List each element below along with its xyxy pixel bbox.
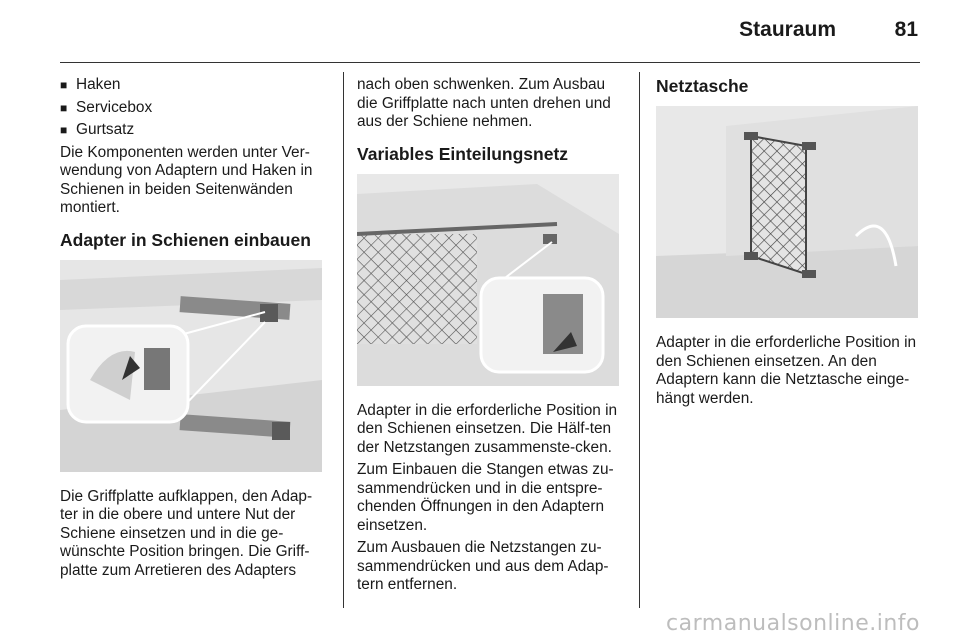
column-2 [357, 76, 625, 599]
column-1 [60, 76, 328, 584]
bullet-icon: ■ [60, 123, 68, 137]
section-heading: Variables Einteilungsnetz [357, 143, 569, 164]
paragraph: Adapter in die erforderliche Position in den Schienen einsetzen. Die Hälf-ten der Netzstangen zusammenste-cken. [357, 401, 618, 456]
column-divider [639, 72, 640, 608]
bullet-icon: ■ [60, 100, 68, 115]
watermark: carmanualsonline.info [666, 611, 920, 636]
bullet-icon: ■ [60, 78, 68, 92]
column-3 [656, 76, 924, 412]
net-pocket-illustration [656, 106, 918, 318]
paragraph: Adapter in die erforderliche Position in den Schienen einsetzen. An den Adaptern kann die Netztasche einge-hängt werden. [656, 334, 917, 407]
adapter-rail-illustration [60, 260, 322, 472]
column-divider [343, 72, 344, 608]
figure-caption: Die Griffplatte aufklappen, den Adap-ter in die obere und untere Nut der Schiene einsetzen und in die ge-wünschte Position bringen. Die Griff-platte zum Arretieren des Adapters [60, 487, 313, 579]
component-list [60, 76, 328, 140]
list-item: ■ Haken [60, 76, 121, 93]
intro-paragraph: Die Komponenten werden unter Ver-wendung von Adaptern und Haken in Schienen in beiden Seitenwänden montiert. [60, 143, 313, 216]
section-title: Stauraum [739, 18, 836, 41]
page-number: 81 [894, 18, 918, 41]
section-heading: Adapter in Schienen einbauen [60, 229, 311, 250]
list-item: ■ Gurtsatz [60, 121, 135, 138]
section-heading: Netztasche [656, 76, 749, 96]
divider-net-illustration [357, 174, 619, 386]
list-item: ■ Servicebox [60, 98, 153, 116]
continuation-paragraph: nach oben schwenken. Zum Ausbau die Griffplatte nach unten drehen und aus der Schiene nehmen. [357, 76, 611, 130]
page-header [60, 0, 920, 63]
paragraph: Zum Einbauen die Stangen etwas zu-sammendrücken und in die entspre-chenden Öffnungen in den Adaptern einsetzen. [357, 461, 614, 534]
paragraph: Zum Ausbauen die Netzstangen zu-sammendrücken und aus dem Adap-tern entfernen. [357, 539, 609, 593]
